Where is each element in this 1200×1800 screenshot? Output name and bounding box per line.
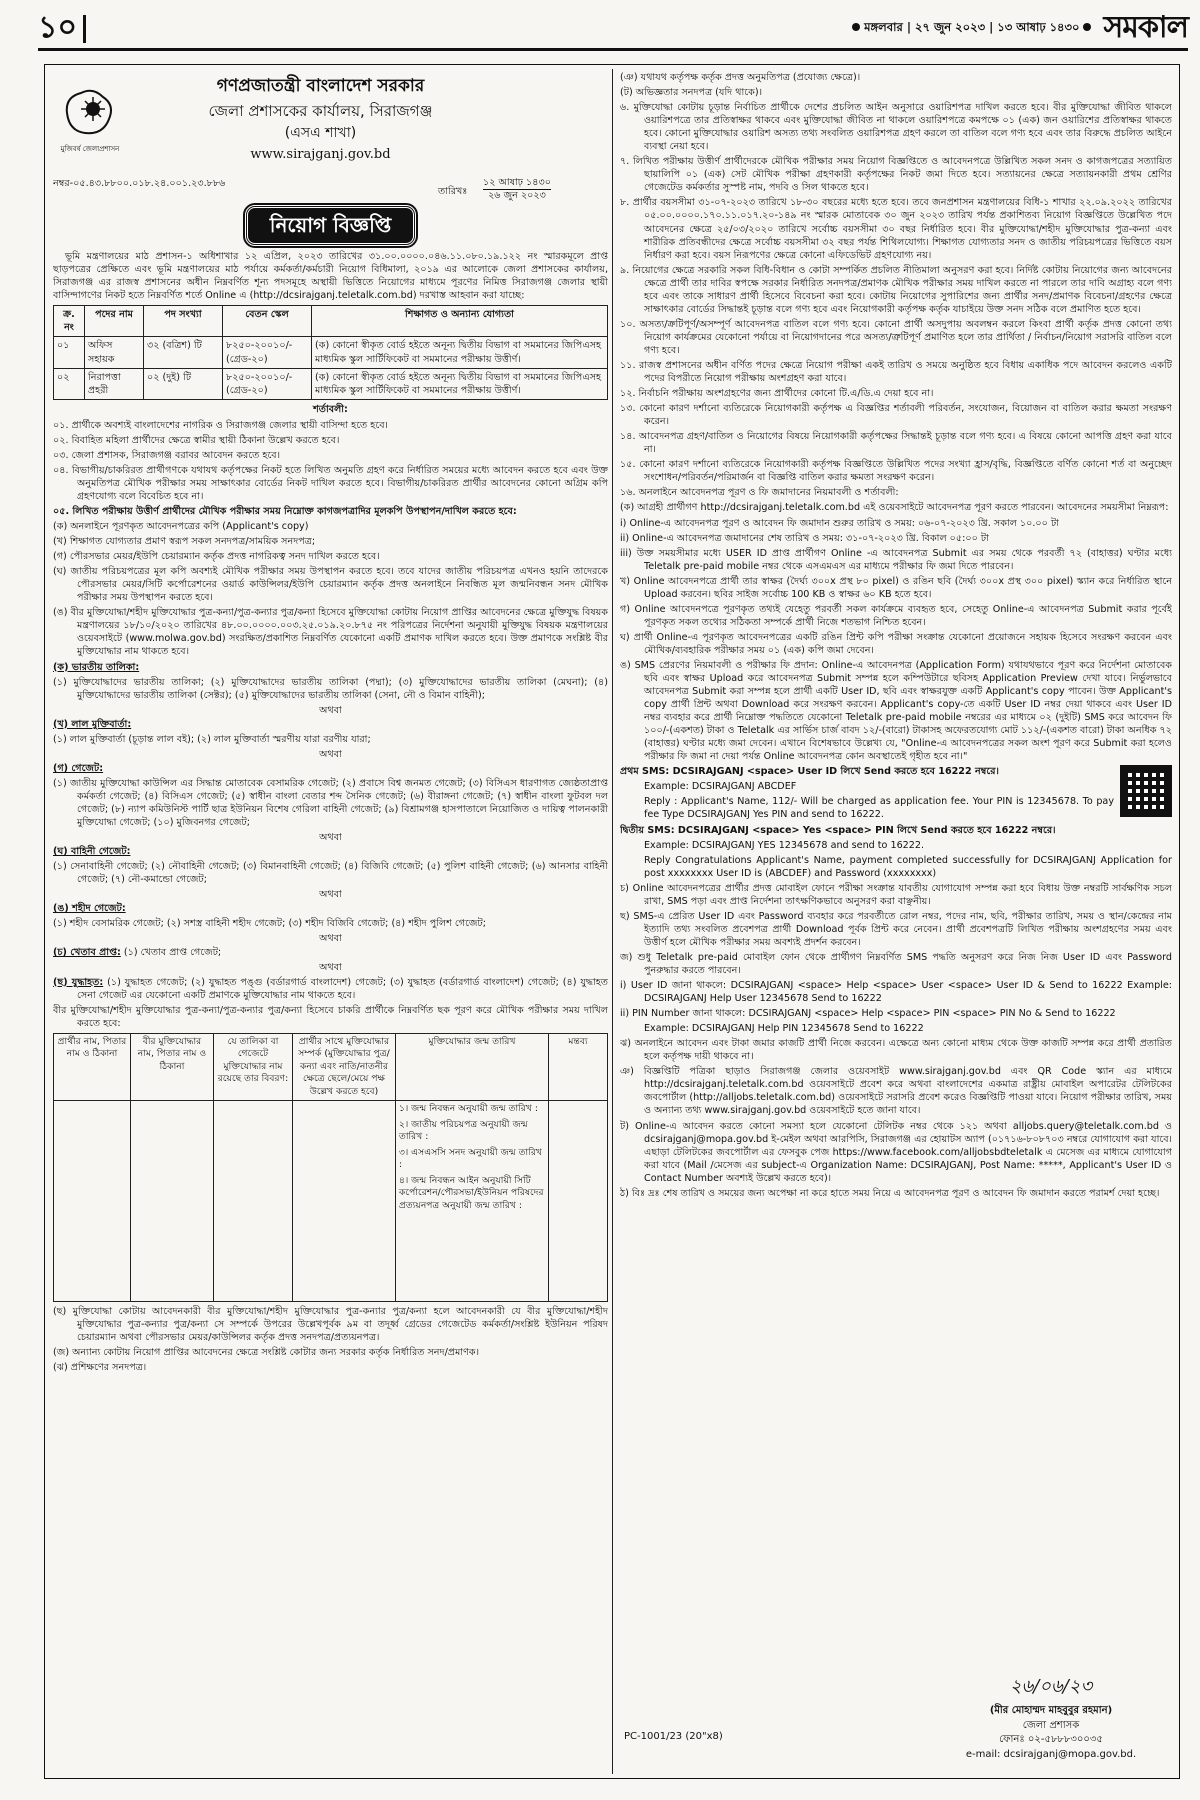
col-serial: ক্র. নং (54, 306, 85, 337)
cell-qualification: (ক) কোনো স্বীকৃত বোর্ড হইতে অনূন্য দ্বিতীয় বিভাগ বা সমমানের জিপিএসহ মাধ্যমিক স্কুল সার্টিফিকেট বা সমমানের পরীক্ষায় উত্তীর্ণ। (312, 337, 608, 368)
final-item: ট) Online-এ আবেদন করতে কোনো সমস্যা হলে যেকোনো টেলিটক নম্বর থেকে ১২১ অথবা alljobs.query@teletalk.com.bd ও dcsirajganj@mopa.gov.bd ই-মেইল অথবা আরপিসি, সিরাজগঞ্জ এর হোয়াটস অ্যাপ (০১৭১৬-৮০৮৭০৩ নম্বরে যোগাযোগ করা যাবে। এছাড়া টেলিটকের জবপোর্টাল এর ফেসবুক পেজ https://www.facebook.com/alljobsbdteletalk এ মেসেজ এর মাধ্যমে যোগাযোগ করা যাবে (Mail /মেসেজ এর subject-এ Organization Name: DCSIRAJGANJ, Post Name: *****, Applicant's User ID ও Contact Number অবশ্যই উল্লেখ করতে হবে)। (620, 1120, 1172, 1184)
recovery-example: Example: DCSIRAJGANJ Help PIN 12345678 Send to 16222 (644, 1023, 924, 1035)
online-item: গ) Online আবেদনপত্রে পূরণকৃত তথ্যই যেহেতু পরবর্তী সকল কার্যক্রমে ব্যবহৃত হবে, সেহেতু Online-এ আবেদনপত্র Submit করার পূর্বেই পূরণকৃত সকল তথ্যের সঠিকতা সম্পর্কে প্রার্থী নিজে শতভাগ নিশ্চিত হবেন। (620, 603, 1172, 628)
rule-item: ৮. প্রার্থীর বয়সসীমা ৩১-০৭-২০২৩ তারিখে ১৮-৩০ বছরের মধ্যে হতে হবে। তবে জনপ্রশাসন মন্ত্রণালয়ের বিধি-১ শাখার ২২.০৯.২০২২ তারিখের ০৫.০০.০০০০.১৭০.১১.০১৭.২০-১৪৯ নং স্মারক মোতাবেক ৩০ জুন ২০২৩ তারিখ পর্যন্ত প্রকাশিতব্য নিয়োগ বিজ্ঞপ্তিতে উল্লেখিত পদে আবেদনের ক্ষেত্রে ২৫/০৩/২০২০ তারিখে সর্বোচ্চ বয়সসীমা ৩০ বছর নির্ধারিত হবে। বীর মুক্তিযোদ্ধা/শহীদ মুক্তিযোদ্ধার পুত্র-কন্যা এবং শারীরিক প্রতিবন্ধীদের ক্ষেত্রে সর্বোচ্চ বয়সসীমা ৩২ বছর পর্যন্ত শিথিলযোগ্য। শিক্ষাগত যোগ্যতার সনদ ও জাতীয় পরিচয়পত্রের ভিত্তিতে বয়স নির্ধারণ করা হবে। বয়স নিরূপণের ক্ষেত্রে কোনো এফিডেভিট গ্রহণযোগ্য নয়। (620, 197, 1172, 261)
page-number: ১০ (38, 3, 86, 54)
notice-date-bn: ১২ আষাঢ় ১৪৩০ (483, 177, 551, 190)
rule-item: ১৩. কোনো কারণ দর্শানো ব্যতিরেকে নিয়োগকারী কর্তৃপক্ষ এ বিজ্ঞপ্তির শর্তাবলী পরিবর্তন, সংযোজন, বিয়োজন বা বাতিল করার ক্ষমতা সংরক্ষণ করেন। (620, 403, 1172, 428)
online-item: ii) Online-এ আবেদনপত্র জমাদানের শেষ তারিখ ও সময়: ৩১-০৭-২০২৩ খ্রি. বিকাল ০৫:০০ টা (620, 532, 989, 544)
signatory-name: (মীর মোহাম্মদ মাহবুবুর রহমান) (989, 1705, 1113, 1716)
form-cell-birthdate (396, 1101, 549, 1302)
form-col-relation: প্রার্থীর সাথে মুক্তিযোদ্ধার সম্পর্ক (মুক্তিযোদ্ধার পুত্র/কন্যা এবং নাতি/নাতনীর ক্ষেত্রে ছেলে/মেয়ে পক্ষ উল্লেখ করতে হবে) (293, 1033, 396, 1101)
document-item: (ছ) মুক্তিযোদ্ধা কোটায় আবেদনকারী বীর মুক্তিযোদ্ধা/শহীদ মুক্তিযোদ্ধার পুত্র-কন্যার পুত্র/কন্যা হলে আবেদনকারী যে বীর মুক্তিযোদ্ধা/শহীদ মুক্তিযোদ্ধার পুত্র-কন্যার পুত্র/কন্যা সে সম্পর্কে উপরের উল্লেখপূর্বক ৯ম বা তদূর্ধ্ব গ্রেডের গেজেটেড কর্মকর্তা/সংশ্লিষ্ট ইউনিয়ন পরিষদ চেয়ারম্যান অথবা পৌরসভার মেয়র/কাউন্সিলর কর্তৃক প্রদত্ত সনদপত্র/প্রত্যয়নপত্র। (53, 1306, 608, 1344)
form-col-birthdate: মুক্তিযোদ্ধার জন্ম তারিখ (396, 1033, 549, 1101)
column-divider (612, 69, 613, 1774)
or-separator: অথবা (319, 832, 342, 844)
condition-item: ০৩. জেলা প্রশাসক, সিরাজগঞ্জ বরাবর আবেদন করতে হবে। (53, 449, 281, 461)
sms-second-label: দ্বিতীয় SMS: DCSIRAJGANJ <space> Yes <space> PIN লিখে Send করতে হবে 16222 নম্বরে। (620, 824, 1056, 836)
signatory-phone: ফোনঃ ০২-৫৮৮৮৩০০৩৫ (999, 1734, 1103, 1745)
rule-item: ১৫. কোনো কারণ দর্শানো ব্যতিরেকে নিয়োগকারী কর্তৃপক্ষ বিজ্ঞপ্তিতে উল্লিখিত পদের সংখ্যা হ্রাস/বৃদ্ধি, বিজ্ঞপ্তিতে বর্ণিত কোনো শর্ত বা অনুচ্ছেদ সংশোধন/পরিবর্তন/পরিমার্জন বা বিজ্ঞপ্তি বাতিল করার ক্ষমতা সংরক্ষণ করেন। (620, 459, 1172, 484)
masthead (38, 8, 1188, 51)
rule-item: ১০. অসত্য/ক্রটিপূর্ণ/অসম্পূর্ণ আবেদনপত্র বাতিল বলে গণ্য হবে। কোনো প্রার্থী অসদুপায় অবলম্বন করলে কিংবা প্রার্থী কর্তৃক প্রদত্ত কোনো তথ্য নিয়োগ কার্যক্রমের যেকোনো পর্যায়ে বা নিয়োগদানের পরে অসত্য/ত্রুটিপূর্ণ প্রমাণিত হলে তার প্রার্থিতা / নির্বাচন/নিয়োগ সরাসরি বাতিল বলে গণ্য হবে। (620, 318, 1172, 356)
freedom-fighter-form-note: বীর মুক্তিযোদ্ধা/শহীদ মুক্তিযোদ্ধার পুত্র-কন্যা/পুত্র-কন্যার পুত্র/কন্যা হিসেবে চাকরি প্রার্থীকে নিম্নবর্ণিত ছক পূরণ করে মৌখিক পরীক্ষার সময় দাখিল করতে হবে: (53, 1004, 608, 1029)
newspaper-logo: সমকাল (1103, 9, 1188, 45)
day: মঙ্গলবার (864, 19, 903, 34)
documents-intro: ০৫. লিখিত পরীক্ষায় উত্তীর্ণ প্রার্থীদের মৌখিক পরীক্ষার সময় নিম্নোক্ত কাগজপত্রাদির মূলকপি উপস্থাপন/দাখিল করতে হবে: (53, 505, 517, 517)
rule-item: ৭. লিখিত পরীক্ষায় উত্তীর্ণ প্রার্থীদেরকে মৌখিক পরীক্ষার সময় নিয়োগ বিজ্ঞপ্তিতে ও আবেদনপত্রে উল্লিখিত সকল সনদ ও কাগজপত্রের সত্যায়িত ছায়ালিপি ০১ (এক) সেট মৌখিক পরীক্ষা গ্রহণকারী কর্তৃপক্ষের নিকট জমা দিতে হবে। সত্যায়নের ক্ষেত্রে সত্যায়নকারী প্রথম শ্রেণির গেজেটেড কর্মকর্তার সুস্পষ্ট নাম, পদবি ও সিল থাকতে হবে। (620, 156, 1172, 194)
condition-item: ০২. বিবাহিত মহিলা প্রার্থীদের ক্ষেত্রে স্বামীর স্থায়ী ঠিকানা উল্লেখ করতে হবে। (53, 434, 340, 446)
cell-pay-scale: ৮২৫০-২০০১০/- (গ্রেড-২০) (223, 337, 312, 368)
or-separator: অথবা (319, 962, 342, 974)
document-item: (গ) পৌরসভার মেয়র/ইউপি চেয়ারম্যান কর্তৃক প্রদত্ত নাগরিকত্ব সনদ দাখিল করতে হবে। (53, 551, 380, 563)
cell-serial: ০২ (54, 368, 85, 399)
document-item: (জ) অন্যান্য কোটায় নিয়োগ প্রাপ্তির আবেদনের ক্ষেত্রে সংশ্লিষ্ট কোটার জন্য সরকার কর্তৃক নির্ধারিত সনদ/প্রমাণক। (53, 1347, 480, 1359)
cell-qualification: (ক) কোনো স্বীকৃত বোর্ড হইতে অনূন্য দ্বিতীয় বিভাগ বা সমমানের জিপিএসহ মাধ্যমিক স্কুল সার্টিফিকেট বা সমমানের পরীক্ষায় উত্তীর্ণ। (312, 368, 608, 399)
rule-item: ১৪. আবেদনপত্র গ্রহণ/বাতিল ও নিয়োগের বিষয়ে নিয়োগকারী কর্তৃপক্ষের সিদ্ধান্তই চূড়ান্ত বলে গণ্য হবে। এ বিষয়ে কোনো আপত্তি গ্রহণ করা যাবে না। (620, 431, 1172, 456)
table-row (54, 1101, 608, 1302)
document-item: (ঘ) জাতীয় পরিচয়পত্রের মূল কপি অবশ্যই মৌখিক পরীক্ষার সময় উপস্থাপন করতে হবে। তবে যাদের জাতীয় পরিচয়পত্র এখনও হয়নি তাদেরকে পৌরসভার মেয়র/সিটি কর্পোরেশনের ওয়ার্ড কাউন্সিলর/ইউপি চেয়ারম্যান কর্তৃক প্রদত্ত অনলাইনে নিবন্ধিত মূল জন্মনিবন্ধন সনদ মৌখিক পরীক্ষার সময় উপস্থাপন করতে হবে। (53, 566, 608, 604)
recovery-item: ii) PIN Number জানা থাকলে: DCSIRAJGANJ <space> Help <space> PIN <space> PIN No & Send to 16222 (620, 1008, 1116, 1020)
online-item: iii) উক্ত সময়সীমার মধ্যে USER ID প্রাপ্ত প্রার্থীগণ Online -এ আবেদনপত্র Submit এর সময় থেকে পরবর্তী ৭২ (বাহাত্তর) ঘণ্টার মধ্যে Teletalk pre-paid mobile নম্বর থেকে এসএমএস এর মাধ্যমে পরীক্ষার ফি জমা দিতে পারবেন। (620, 547, 1172, 572)
online-item: (ক) আগ্রহী প্রার্থীগণ http://dcsirajganj.teletalk.com.bd এই ওয়েবসাইটে আবেদনপত্র পূরণ করতে পারবেন। আবেদনের সময়সীমা নিম্নরূপ: (620, 502, 1169, 514)
district-emblem-icon (59, 83, 119, 143)
cell-post-count: ৩২ (বত্রিশ) টি (144, 337, 223, 368)
list-body-khetab: (১) খেতাব প্রাপ্ত গেজেট; (123, 947, 222, 959)
online-item: ছ) SMS-এ প্রেরিত User ID এবং Password ব্যবহার করে পরবর্তীতে রোল নম্বর, পদের নাম, ছবি, পরীক্ষার তারিখ, সময় ও স্থান/কেন্দ্রের নাম ইত্যাদি তথ্য সংবলিত প্রবেশপত্র প্রার্থী Download পূর্বক প্রিন্ট করে নেবেন। প্রার্থী প্রবেশপত্রটি লিখিত পরীক্ষায় অংশগ্রহণের সময় এবং উত্তীর্ণ হলে মৌখিক পরীক্ষার সময় অবশ্যই প্রদর্শন করবেন। (620, 910, 1172, 948)
document-item: (ঝ) প্রশিক্ষণের সনদপত্র। (53, 1362, 147, 1374)
birth-item: ১। জন্ম নিবন্ধন অনুযায়ী জন্ম তারিখ : (399, 1103, 538, 1115)
list-title-indian: (ক) ভারতীয় তালিকা: (53, 661, 140, 673)
or-separator: অথবা (319, 933, 342, 945)
form-table-header (54, 1033, 608, 1101)
col-post-name: পদের নাম (85, 306, 144, 337)
sms-first-label: প্রথম SMS: DCSIRAJGANJ <space> User ID লিখে Send করতে হবে 16222 নম্বরে। (620, 766, 999, 778)
table-row (54, 368, 608, 399)
signature-block (946, 1674, 1156, 1762)
or-separator: অথবা (319, 748, 342, 760)
cell-post-name: নিরাপত্তা প্রহরী (85, 368, 144, 399)
or-separator: অথবা (319, 704, 342, 716)
list-body-red-book: (১) লাল মুক্তিবার্তা (চূড়ান্ত লাল বই); (২) লাল মুক্তিবার্তা স্মরণীয় যারা বরণীয় যারা; (53, 733, 371, 745)
condition-item: ০৪. বিভাগীয়/চাকরিরত প্রার্থীগণকে যথাযথ কর্তৃপক্ষের নিকট হতে লিখিত অনুমতি গ্রহণ করে নির্ধারিত সময়ের মধ্যে আবেদন করতে হবে এবং উক্ত অনুমতিপত্র মৌখিক পরীক্ষার সময় সাক্ষাৎকার বোর্ডের নিকট দাখিল করতে হবে। বিভাগীয়/চাকরিরত প্রার্থীর আবেদনের কোনো অগ্রিম কপি গ্রহণযোগ্য বলে বিবেচিত হবে না। (53, 464, 608, 502)
form-cell-gazette (214, 1101, 293, 1302)
condition-item: ০১. প্রার্থীকে অবশ্যই বাংলাদেশের নাগরিক ও সিরাজগঞ্জ জেলার স্থায়ী বাসিন্দা হতে হবে। (53, 419, 388, 431)
birth-item: ৩। এসএসসি সনদ অনুযায়ী জন্ম তারিখ : (399, 1146, 542, 1171)
qr-code-icon[interactable] (1120, 765, 1172, 817)
online-item: i) Online-এ আবেদনপত্র পূরণ ও আবেদন ফি জমাদান শুরুর তারিখ ও সময়: ০৬-০৭-২০২৩ খ্রি. সকাল ১০.০০ টা (620, 517, 1059, 529)
office-name: জেলা প্রশাসকের কার্যালয়, সিরাজগঞ্জ (208, 102, 433, 121)
left-column (53, 71, 608, 1772)
final-item: ঝ) অনলাইনে আবেদন এবং টাকা জমার কাজটি প্রার্থী নিজে করবেন। এক্ষেত্রে অন্য কোনো মাধ্যম থেকে উক্ত কাজটি সম্পন্ন করে প্রার্থী প্রতারিত হলে কর্তৃপক্ষ দায়ী থাকবে না। (620, 1038, 1172, 1063)
list-title-red-book: (খ) লাল মুক্তিবার্তা: (53, 718, 132, 730)
sms-first-reply: Reply : Applicant's Name, 112/- Will be charged as application fee. Your PIN is 12345678. To pay fee Type DCSIRAJGANJ Yes PIN and send to 16222. (644, 796, 1114, 821)
col-qualification: শিক্ষাগত ও অন্যান্য যোগ্যতা (312, 306, 608, 337)
form-cell-relation (293, 1101, 396, 1302)
list-title-gazette: (গ) গেজেট: (53, 762, 104, 774)
reference-line (53, 177, 608, 202)
online-item: ঙ) SMS প্রেরণের নিয়মাবলী ও পরীক্ষার ফি প্রদান: Online-এ আবেদনপত্র (Application Form) যথাযথভাবে পূরণ করে নির্দেশনা মোতাবেক ছবি এবং স্বাক্ষর Upload করে আবেদনপত্র Submit সম্পন্ন হলে কম্পিউটারে ছবিসহ Application Preview দেখা যাবে। নির্ভুলভাবে আবেদনপত্র Submit করা সম্পন্ন হলে প্রার্থী একটি User ID, ছবি এবং স্বাক্ষরযুক্ত একটি Applicant's copy পাবেন। উক্ত Applicant's copy প্রার্থী প্রিন্ট অথবা Download করে সংরক্ষণ করবেন। Applicant's copy-তে একটি User ID নম্বর দেয়া থাকবে এবং User ID নম্বর ব্যবহার করে প্রার্থী নিম্নোক্ত পদ্ধতিতে যেকোনো Teletalk pre-paid mobile নম্বরের এর মাধ্যমে ০২ (দুইটি) SMS করে আবেদন ফি ১০০/-(একশত) টাকা ও Teletalk এর সার্ভিস চার্জ বাবদ ১২/-(বারো) টাকাসহ অফেরতযোগ্য মোট ১১২/-(একশত বারো) টাকা অনধিক ৭২ (বাহাত্তর) ঘণ্টার মধ্যে জমা দেবেন। এখানে বিশেষভাবে উল্লেখ্য যে, "Online-এ আবেদনপত্রের সকল অংশ পূরণ করে Submit করা হলেও পরীক্ষার ফি জমা না দেয়া পর্যন্ত Online আবেদনপত্র কোন অবস্থাতেই গৃহীত হবে না।" (620, 659, 1172, 763)
posts-table (53, 305, 608, 399)
form-col-fighter: বীর মুক্তিযোদ্ধার নাম, পিতার নাম ও ঠিকানা (131, 1033, 214, 1101)
rule-item: ১১. রাজস্ব প্রশাসনের অধীন বর্ণিত পদের ক্ষেত্রে নিয়োগ পরীক্ষা একই তারিখ ও সময়ে অনুষ্ঠিত হবে বিধায় একাধিক পদে আবেদন করলেও একটি পদের বিপরীতে নিয়োগ পরীক্ষায় অংশগ্রহণ করা যাবে। (620, 359, 1172, 385)
date-label: তারিখঃ (438, 186, 468, 197)
list-title-forces: (ঘ) বাহিনী গেজেট: (53, 846, 131, 858)
online-item: জ) শুধু Teletalk pre-paid মোবাইল ফোন থেকে প্রার্থীগণ নিম্নবর্ণিত SMS পদ্ধতি অনুসরণ করে নিজ নিজ User ID এবং Password পুনরুদ্ধার করতে পারবেন। (620, 951, 1172, 976)
document-item: (ক) অনলাইনে পূরণকৃত আবেদনপত্রের কপি (Applicant's copy) (53, 521, 309, 533)
cell-pay-scale: ৮২৫০-২০০১০/- (গ্রেড-২০) (223, 368, 312, 399)
government-title: গণপ্রজাতন্ত্রী বাংলাদেশ সরকার (216, 76, 425, 96)
memo-number: নম্বর-০৫.৪৩.৮৮০০.০১৮.২৪.০০১.২৩.৮৮৬ (53, 178, 226, 189)
signature: ২৬/০৬/২৩ (1009, 1676, 1093, 1697)
form-cell-fighter (131, 1101, 214, 1302)
rule-item: ১৬. অনলাইনে আবেদনপত্র পূরণ ও ফি জমাদানের নিয়মাবলী ও শর্তাবলী: (620, 487, 899, 499)
list-body-indian: (১) মুক্তিযোদ্ধাদের ভারতীয় তালিকা; (২) মুক্তিযোদ্ধাদের ভারতীয় তালিকা (পদ্মা); (৩) মুক্তিযোদ্ধাদের ভারতীয় তালিকা (মেঘনা); (৪) মুক্তিযোদ্ধাদের ভারতীয় তালিকা (সেক্টর); (৫) মুক্তিযোদ্ধাদের ভারতীয় তালিকা (সেনা, নৌ ও বিমান বাহিনী); (53, 676, 608, 701)
job-notice (44, 64, 1180, 1779)
rule-item: ৬. মুক্তিযোদ্ধা কোটায় চূড়ান্ত নির্বাচিত প্রার্থীকে দেশের প্রচলিত আইন অনুসারে ওয়ারিশপত্র দাখিল করতে হবে। বীর মুক্তিযোদ্ধা জীবিত থাকলে ওয়ারিশপত্রে তার প্রতিস্বাক্ষর থাকবে এবং মুক্তিযোদ্ধা জীবিত না থাকলে ওয়ারিশপত্রে কমপক্ষে ০১ (এক) জন ওয়ারিশের প্রতিস্বাক্ষর থাকতে হবে। কোনো মুক্তিযোদ্ধার ওয়ারিশ অসত্য তথ্য সংবলিত ওয়ারিশপত্র গ্রহণ করলে তা বাতিল বলে গণ্য হবে এবং তার বিরুদ্ধে প্রচলিত আইনে ব্যবস্থা নেয়া হবে। (620, 102, 1172, 153)
list-body-forces: (১) সেনাবাহিনী গেজেট; (২) নৌবাহিনী গেজেট; (৩) বিমানবাহিনী গেজেট; (৪) বিজিবি গেজেট; (৫) পুলিশ বাহিনী গেজেট; (৬) আনসার বাহিনী গেজেট; (৭) নৌ-কমান্ডো গেজেট; (53, 861, 608, 886)
document-item: (ঞ) যথাযথ কর্তৃপক্ষ কর্তৃক প্রদত্ত অনুমতিপত্র (প্রযোজ্য ক্ষেত্রে)। (620, 72, 861, 83)
freedom-fighter-form-table (53, 1033, 608, 1303)
form-col-applicant: প্রার্থীর নাম, পিতার নাম ও ঠিকানা (54, 1033, 131, 1101)
form-col-remarks: মন্তব্য (549, 1033, 608, 1101)
col-post-count: পদ সংখ্যা (144, 306, 223, 337)
posts-table-header (54, 306, 608, 337)
notice-date-en: ২৬ জুন ২০২৩ (488, 190, 546, 202)
signatory-email: e-mail: dcsirajganj@mopa.gov.bd. (965, 1748, 1137, 1760)
final-item: ঠ) বিঃ দ্রঃ শেষ তারিখ ও সময়ের জন্য অপেক্ষা না করে হাতে সময় নিয়ে এ আবেদনপত্র পূরণ ও আবেদন ফি জমাদান করতে পরামর্শ দেয়া হচ্ছে। (620, 1187, 1160, 1199)
list-title-wounded: (ছ) যুদ্ধাহত: (53, 976, 104, 988)
sms-second-reply: Reply Congratulations Applicant's Name, payment completed successfully for DCSIRAJGANJ Application for post xxxxxxxx User ID is (ABCDEF) and Password (xxxxxxxx) (644, 854, 1172, 879)
notice-dates (483, 177, 551, 203)
recovery-item: i) User ID জানা থাকলে: DCSIRAJGANJ <space> Help <space> User <space> User ID & Send to 16222 Example: DCSIRAJGANJ Help User 12345678 Send to 16222 (620, 980, 1172, 1005)
birth-item: ৪। জন্ম নিবন্ধন আইন অনুযায়ী সিটি কর্পোরেশন/পৌরসভা/ইউনিয়ন পরিষদের প্রত্যয়নপত্র অনুযায়ী জন্ম তারিখ : (399, 1174, 544, 1211)
form-cell-remarks (549, 1101, 608, 1302)
right-column (620, 71, 1172, 1772)
cell-post-count: ০২ (দুই) টি (144, 368, 223, 399)
list-title-khetab: (চ) খেতাব প্রাপ্ত: (53, 947, 121, 959)
conditions-title: শর্তাবলী: (313, 403, 348, 415)
pc-code: PC-1001/23 (20"x8) (624, 1731, 723, 1743)
or-separator: অথবা (319, 889, 342, 901)
list-body-wounded: (১) যুদ্ধাহত গেজেট; (২) যুদ্ধাহত পঙ্গু (বর্ডারগার্ড বাংলাদেশ) গেজেট; (৩) যুদ্ধাহত (বর্ডারগার্ড বাংলাদেশ) গেজেট; (৪) যুদ্ধাহত সেনা গেজেট এর যেকোনো একটি প্রমাণকে মুক্তিযোদ্ধার নাম থাকতে হবে। (77, 976, 608, 1001)
cell-serial: ০১ (54, 337, 85, 368)
rule-item: ১২. নির্বাচনি পরীক্ষায় অংশগ্রহণের জন্য প্রার্থীদের কোনো টি.এ/ডি.এ দেয়া হবে না। (620, 388, 934, 400)
form-col-gazette: যে তালিকা বা গেজেটে মুক্তিযোদ্ধার নাম রয়েছে তার বিবরণ: (214, 1033, 293, 1101)
birth-item: ২। জাতীয় পরিচয়পত্র অনুযায়ী জন্ম তারিখ : (399, 1118, 528, 1143)
cell-post-name: অফিস সহায়ক (85, 337, 144, 368)
list-body-martyr: (১) শহীদ বেসামরিক গেজেট; (২) সশস্ত্র বাহিনী শহীদ গেজেট; (৩) শহীদ বিজিবি গেজেট; (৪) শহীদ পুলিশ গেজেট; (53, 918, 486, 930)
final-item: ঞ) বিজ্ঞপ্তিটি পত্রিকা ছাড়াও সিরাজগঞ্জ জেলার ওয়েবসাইট www.sirajganj.gov.bd এবং QR Code স্ক্যান এর মাধ্যমে http://dcsirajganj.teletalk.com.bd ওয়েবসাইটে প্রবেশ করে অথবা বাংলাদেশের একমাত্র রাষ্ট্রীয় মোবাইল অপারেটর টেলিটকের জবপোর্টাল (http://alljobs.teletalk.com.bd) ওয়েবসাইটে সরাসরি প্রবেশ করেও বিজ্ঞপ্তিটি পাওয়া যাবে। নিয়োগ পরীক্ষার তারিখ, সময় ও অন্যান্য তথ্য www.sirajganj.gov.bd ওয়েবসাইটে হতে জানা যাবে। (620, 1066, 1172, 1117)
document-item: (খ) শিক্ষাগত যোগ্যতার প্রমাণ স্বরূপ সকল সনদপত্র/সাময়িক সনদপত্র; (53, 536, 316, 548)
list-body-gazette: (১) জাতীয় মুক্তিযোদ্ধা কাউন্সিল এর সিদ্ধান্ত মোতাবেক বেসামরিক গেজেট; (২) প্রবাসে বিশ্ব জনমত গেজেট; (৩) বিসিএস ধারণাগত জ্যেষ্ঠতাপ্রাপ্ত কর্মকর্তা গেজেট; (৪) বিসিএস গেজেট; (৫) স্বাধীন বাংলা বেতার শব্দ সৈনিক গেজেট; (৬) বীরাঙ্গনা গেজেট; (৭) স্বাধীন বাংলা ফুটবল দল গেজেট; (৮) ন্যাপ কমিউনিস্ট পার্টি ছাত্র ইউনিয়ন বিশেষ গেরিলা বাহিনী গেজেট; (৯) বিশ্রামগঞ্জ হাসপাতালে নিয়োজিত ও দায়িত্ব পালনকারী মুক্তিযোদ্ধা গেজেট; (১০) মুজিবনগর গেজেট; (53, 777, 608, 829)
list-title-martyr: (ঙ) শহীদ গেজেট: (53, 903, 126, 915)
office-website: www.sirajganj.gov.bd (250, 146, 391, 162)
online-item: ঘ) প্রার্থী Online-এ পূরণকৃত আবেদনপত্রের একটি রঙিন প্রিন্ট কপি পরীক্ষা সংক্রান্ত যেকোনো প্রয়োজনে সহায়ক হিসেবে সংরক্ষণ করবেন এবং মৌখিক/ব্যবহারিক পরীক্ষার সময় ০১ (এক) কপি জমা দেবেন। (620, 631, 1172, 656)
dateline: মঙ্গলবার | ২৭ জুন ২০২৩ | ১৩ আষাঢ় ১৪৩০ (848, 19, 1095, 38)
online-item: চ) Online আবেদনপত্রের প্রার্থীর প্রদত্ত মোবাইল ফোনে পরীক্ষা সংক্রান্ত যাবতীয় যোগাযোগ সম্পন্ন করা হবে বিধায় উক্ত নম্বরটি সার্বক্ষণিক সচল রাখা, SMS পড়া এবং প্রাপ্ত নির্দেশনা তাৎক্ষণিকভাবে অনুসরণ করা বাঞ্ছনীয়। (620, 882, 1172, 907)
sms-second-example: Example: DCSIRAJGANJ YES 12345678 and send to 16222. (644, 839, 925, 851)
form-cell-applicant (54, 1101, 131, 1302)
rule-item: ৯. নিয়োগের ক্ষেত্রে সরকারি সকল বিধি-বিধান ও কোটা সম্পর্কিত প্রচলিত নীতিমালা অনুসরণ করা হবে। নির্দিষ্ট কোটায় নিয়োগের জন্য আবেদনের ক্ষেত্রে প্রার্থী তার দাবির স্বপক্ষে সরকার নির্ধারিত সনদপত্র/প্রমাণক মৌখিক পরীক্ষার সময় দাখিল করতে না পারলে তার দাবি অগ্রাহ্য বলে গণ্য হবে এবং তাকে সাধারণ প্রার্থী হিসেবে বিবেচনা করা হবে। কোটায় নিয়োগের সুপারিশের জন্য প্রার্থীর সনদ/প্রমাণক বিবেচনা/গ্রহণের ক্ষেত্রে সাক্ষাৎকার বোর্ডের সিদ্ধান্তই চূড়ান্ত বলে গণ্য হবে এবং নিয়োগকারী কর্তৃপক্ষ কর্তৃক যাচাইয়ে উক্ত সনদ সঠিক বলে প্রমাণিত হতে হবে। (620, 264, 1172, 315)
sms-first-example: Example: DCSIRAJGANJ ABCDEF (644, 781, 797, 793)
table-row (54, 337, 608, 368)
document-item: (ঙ) বীর মুক্তিযোদ্ধা/শহীদ মুক্তিযোদ্ধার পুত্র-কন্যা/পুত্র-কন্যার পুত্র/কন্যা হিসেবে মুক্তিযোদ্ধা কোটায় নিয়োগ প্রাপ্তির আবেদনের ক্ষেত্রে মুক্তিযুদ্ধ বিষয়ক মন্ত্রণালয়ের ১৮/১০/২০২০ তারিখের ৪৮.০০.০০০০.০০৩.২৫.০১৯.২০.৮৭৫ নং পরিপত্রের নির্দেশনা অনুযায়ী মুক্তিযুদ্ধ বিষয়ক মন্ত্রণালয়ের ওয়েবসাইটে (www.molwa.gov.bd) সংরক্ষিত/প্রকাশিত নিম্নবর্ণিত যেকোনো একটি প্রমাণক দাখিল করতে হবে। উক্ত প্রমাণকে সংশ্লিষ্ট বীর মুক্তিযোদ্ধার নাম থাকতে হবে। (53, 607, 608, 658)
online-item: খ) Online আবেদনপত্রে প্রার্থী তার স্বাক্ষর (দৈর্ঘ্য ৩০০x প্রস্থ ৮০ pixel) ও রঙিন ছবি (দৈর্ঘ্য ৩০০x প্রস্থ ৩০০ pixel) স্ক্যান করে নির্ধারিত স্থানে Upload করবেন। ছবির সাইজ সর্বোচ্চ 100 KB ও স্বাক্ষর ৬০ KB হতে হবে। (620, 575, 1172, 600)
emblem-caption: মুজিবর্ষ জেলাপ্রশাসন (60, 145, 120, 153)
date-bn: ১৩ আষাঢ় ১৪৩০ (997, 19, 1080, 34)
intro-paragraph: ভূমি মন্ত্রণালয়ের মাঠ প্রশাসন-১ অধিশাখার ১২ এপ্রিল, ২০২৩ তারিখের ৩১.০০.০০০০.০৪৬.১১.০৮০.১৯.১২২ নং স্মারকমূলে প্রাপ্ত ছাড়পত্রের প্রেক্ষিতে এবং ভূমি মন্ত্রণালয়ের মাঠ পর্যায়ে কর্মকর্তা/কর্মচারী নিয়োগ বিধিমালা, ২০১৯ এর আলোকে জেলা প্রশাসকের কার্যালয়, সিরাজগঞ্জ এর রাজস্ব প্রশাসনের অধীন নিম্নবর্ণিত শূন্য পদসমূহে অস্থায়ী ভিত্তিতে নিয়োগের মাধ্যমে পূরণের নিমিত্ত সিরাজগঞ্জ জেলার স্থায়ী বাসিন্দাগণের নিকট হতে নিম্নবর্ণিত শর্তে Online এ (http://dcsirajganj.teletalk.com.bd) দরখাস্ত আহবান করা যাচ্ছে: (53, 251, 608, 302)
col-pay-scale: বেতন স্কেল (223, 306, 312, 337)
notice-header (53, 75, 608, 202)
document-item: (ট) অভিজ্ঞতার সনদপত্র (যদি থাকে)। (620, 87, 763, 99)
notice-title-badge: নিয়োগ বিজ্ঞপ্তি (245, 205, 417, 246)
date-en: ২৭ জুন ২০২৩ (915, 19, 986, 34)
branch-name: (এসএ শাখা) (284, 124, 357, 141)
signatory-designation: জেলা প্রশাসক (1022, 1719, 1080, 1731)
